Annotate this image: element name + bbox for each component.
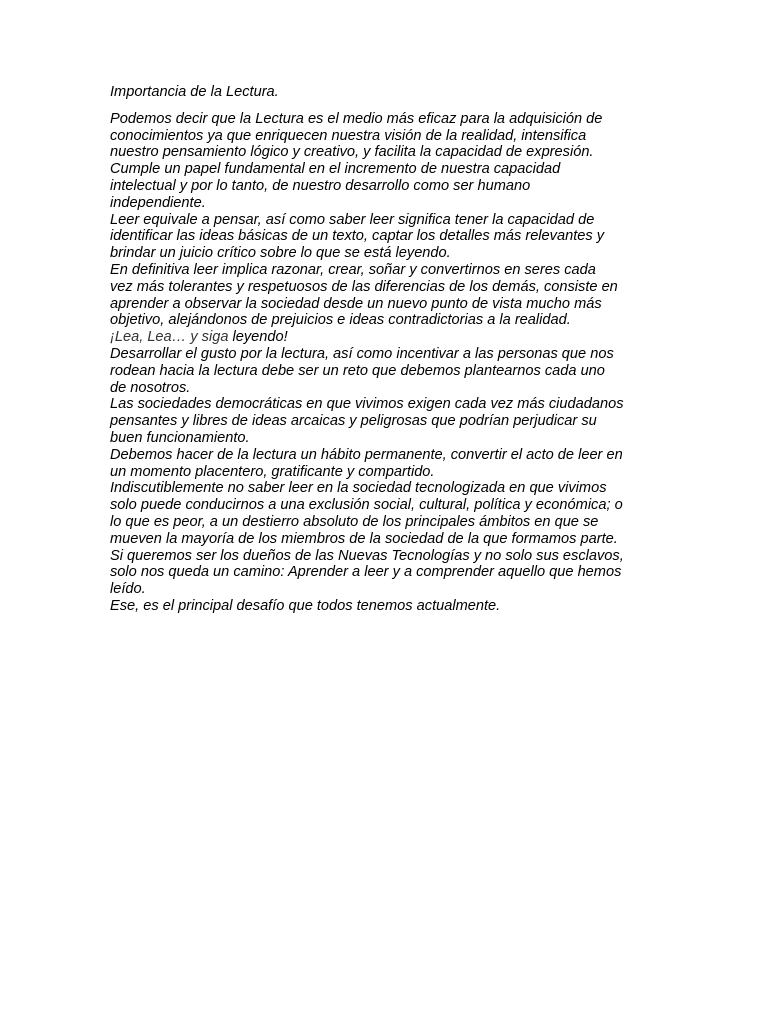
text-line: Desarrollar el gusto por la lectura, así como incentivar a las personas que nos bbox=[110, 345, 614, 362]
text-line: lo que es peor, a un destierro absoluto de los principales ámbitos en que se bbox=[110, 513, 599, 530]
text-line: pensantes y libres de ideas arcaicas y peligrosas que podrían perjudicar su bbox=[110, 413, 597, 430]
text-line: leído. bbox=[110, 581, 146, 598]
text-line: vez más tolerantes y respetuosos de las diferencias de los demás, consiste en bbox=[110, 278, 618, 295]
text-line: buen funcionamiento. bbox=[110, 429, 250, 446]
text-line: solo nos queda un camino: Aprender a leer y a comprender aquello que hemos bbox=[110, 564, 622, 581]
text-line: Podemos decir que la Lectura es el medio más eficaz para la adquisición de bbox=[110, 110, 603, 127]
text-line: independiente. bbox=[110, 194, 206, 211]
text-line: nuestro pensamiento lógico y creativo, y facilita la capacidad de expresión. bbox=[110, 144, 594, 161]
exclamation-line bbox=[110, 329, 665, 346]
text-line: un momento placentero, gratificante y compartido. bbox=[110, 463, 435, 480]
text-line: Si queremos ser los dueños de las Nuevas Tecnologías y no solo sus esclavos, bbox=[110, 547, 624, 564]
text-line: Indiscutiblemente no saber leer en la sociedad tecnologizada en que vivimos bbox=[110, 480, 607, 497]
exclamation-part2: leyendo! bbox=[232, 329, 288, 346]
text-line: intelectual y por lo tanto, de nuestro desarrollo como ser humano bbox=[110, 177, 531, 194]
text-line: En definitiva leer implica razonar, crear, soñar y convertirnos en seres cada bbox=[110, 261, 596, 278]
document-page bbox=[110, 84, 665, 615]
text-line: Debemos hacer de la lectura un hábito permanente, convertir el acto de leer en bbox=[110, 446, 623, 463]
text-line: mueven la mayoría de los miembros de la sociedad de la que formamos parte. bbox=[110, 530, 618, 547]
text-line: objetivo, alejándonos de prejuicios e ideas contradictorias a la realidad. bbox=[110, 312, 571, 329]
text-line: conocimientos ya que enriquecen nuestra visión de la realidad, intensifica bbox=[110, 127, 587, 144]
exclamation-part1: ¡Lea, Lea… y siga bbox=[110, 329, 233, 346]
document-title: Importancia de la Lectura. bbox=[110, 84, 279, 100]
text-line: brindar un juicio crítico sobre lo que se está leyendo. bbox=[110, 245, 451, 262]
text-line: rodean hacia la lectura debe ser un reto que debemos plantearnos cada uno bbox=[110, 362, 605, 379]
text-line: identificar las ideas básicas de un texto, captar los detalles más relevantes y bbox=[110, 228, 605, 245]
document-body bbox=[110, 111, 665, 615]
text-line: aprender a observar la sociedad desde un nuevo punto de vista mucho más bbox=[110, 295, 602, 312]
text-line: solo puede conducirnos a una exclusión social, cultural, política y económica; o bbox=[110, 497, 623, 514]
text-line: Cumple un papel fundamental en el incremento de nuestra capacidad bbox=[110, 161, 561, 178]
text-line: Ese, es el principal desafío que todos tenemos actualmente. bbox=[110, 597, 501, 614]
text-line: Las sociedades democráticas en que vivimos exigen cada vez más ciudadanos bbox=[110, 396, 624, 413]
text-line: de nosotros. bbox=[110, 379, 191, 396]
text-line: Leer equivale a pensar, así como saber leer significa tener la capacidad de bbox=[110, 211, 595, 228]
